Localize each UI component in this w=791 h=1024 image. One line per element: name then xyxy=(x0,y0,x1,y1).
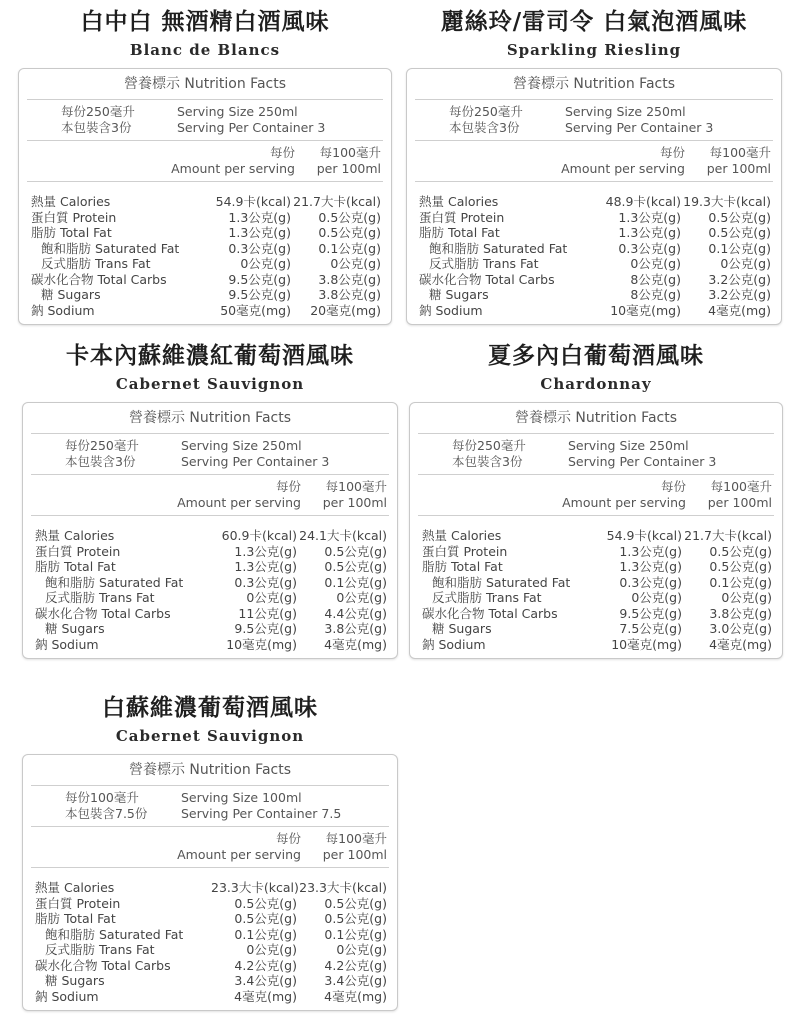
nutrition-facts-header: 營養標示 Nutrition Facts xyxy=(415,69,773,100)
column-headers xyxy=(27,141,383,182)
value-per-serving: 23.3大卡(kcal) xyxy=(211,880,299,895)
nutrient-table xyxy=(27,182,383,318)
per-serving-zh: 每份 xyxy=(659,145,685,160)
value-per-serving: 0公克(g) xyxy=(240,256,291,271)
value-per-serving: 0公克(g) xyxy=(630,256,681,271)
value-per-100ml: 0.1公克(g) xyxy=(324,926,387,942)
nutrient-row xyxy=(31,927,389,943)
nutrient-label: 蛋白質 Protein xyxy=(31,209,117,225)
nutrition-facts-header: 營養標示 Nutrition Facts xyxy=(31,403,389,434)
product-section-4 xyxy=(409,342,783,659)
per-serving-en: Amount per serving xyxy=(177,495,301,510)
value-per-serving: 8公克(g) xyxy=(630,287,681,302)
value-per-100ml: 0公克(g) xyxy=(336,942,387,957)
nutrient-label: 反式脂肪 Trans Fat xyxy=(429,256,539,271)
serving-size-en: Serving Size 250ml xyxy=(568,438,689,453)
serving-size-zh: 每份250毫升 xyxy=(452,438,526,453)
value-per-100ml: 19.3大卡(kcal) xyxy=(683,194,771,209)
serving-info-zh xyxy=(27,104,177,136)
serving-info-en xyxy=(565,104,713,136)
value-per-serving: 0.3公克(g) xyxy=(618,240,681,256)
column-header-per-100ml xyxy=(685,145,773,177)
per-serving-en: Amount per serving xyxy=(561,161,685,176)
value-per-100ml: 3.0公克(g) xyxy=(709,621,772,636)
serving-size-zh: 每份100毫升 xyxy=(65,790,139,805)
value-per-serving: 1.3公克(g) xyxy=(618,225,681,240)
nutrient-row xyxy=(31,590,389,606)
value-per-100ml: 4.4公克(g) xyxy=(324,605,387,621)
per-100ml-en: per 100ml xyxy=(706,161,771,176)
nutrient-label: 鈉 Sodium xyxy=(35,988,99,1004)
serving-size-zh: 每份250毫升 xyxy=(61,104,135,119)
nutrient-row xyxy=(415,210,773,226)
nutrient-label: 碳水化合物 Total Carbs xyxy=(35,957,171,973)
column-header-per-serving xyxy=(177,479,301,511)
nutrient-row xyxy=(418,559,774,575)
nutrient-label: 熱量 Calories xyxy=(35,528,115,543)
value-per-100ml: 3.2公克(g) xyxy=(708,271,771,287)
nutrient-row xyxy=(31,989,389,1005)
nutrient-label: 飽和脂肪 Saturated Fat xyxy=(41,240,180,256)
value-per-serving: 1.3公克(g) xyxy=(228,225,291,240)
nutrient-label: 熱量 Calories xyxy=(35,880,115,895)
servings-per-container-en: Serving Per Container 3 xyxy=(177,120,326,135)
column-headers xyxy=(415,141,773,182)
value-per-100ml: 0.5公克(g) xyxy=(318,209,381,225)
value-per-serving: 0公克(g) xyxy=(246,942,297,957)
product-section-1 xyxy=(18,8,392,325)
nutrient-label: 糖 Sugars xyxy=(45,621,105,636)
value-per-100ml: 0.5公克(g) xyxy=(709,543,772,559)
serving-info xyxy=(27,100,383,141)
nutrient-label: 脂肪 Total Fat xyxy=(419,225,500,240)
nutrient-label: 蛋白質 Protein xyxy=(35,543,121,559)
nutrient-table xyxy=(31,868,389,1004)
serving-info xyxy=(31,786,389,827)
nutrient-table xyxy=(415,182,773,318)
column-header-per-100ml xyxy=(301,479,389,511)
product-title-zh: 麗絲玲/雷司令 白氣泡酒風味 xyxy=(440,8,748,35)
value-per-100ml: 21.7大卡(kcal) xyxy=(293,194,381,209)
column-header-per-serving xyxy=(562,479,686,511)
value-per-serving: 0.3公克(g) xyxy=(228,240,291,256)
value-per-100ml: 0.5公克(g) xyxy=(709,559,772,574)
value-per-serving: 54.9卡(kcal) xyxy=(215,194,291,209)
nutrient-row xyxy=(415,303,773,319)
nutrient-row xyxy=(31,958,389,974)
value-per-100ml: 0.5公克(g) xyxy=(324,543,387,559)
product-section-2 xyxy=(406,8,782,325)
value-per-serving: 0.3公克(g) xyxy=(234,574,297,590)
serving-size-zh: 每份250毫升 xyxy=(65,438,139,453)
nutrient-row xyxy=(31,973,389,989)
value-per-serving: 9.5公克(g) xyxy=(228,271,291,287)
nutrient-row xyxy=(418,606,774,622)
product-section-5 xyxy=(22,694,398,1011)
value-per-serving: 7.5公克(g) xyxy=(619,621,682,636)
value-per-serving: 10毫克(mg) xyxy=(226,636,297,652)
value-per-100ml: 4毫克(mg) xyxy=(708,302,771,318)
value-per-serving: 8公克(g) xyxy=(630,271,681,287)
value-per-100ml: 0公克(g) xyxy=(336,590,387,605)
value-per-100ml: 0.5公克(g) xyxy=(708,209,771,225)
value-per-100ml: 0公克(g) xyxy=(720,256,771,271)
nutrient-label: 碳水化合物 Total Carbs xyxy=(419,271,555,287)
product-section-3 xyxy=(22,342,398,659)
value-per-serving: 50毫克(mg) xyxy=(220,302,291,318)
nutrient-row xyxy=(31,880,389,896)
value-per-100ml: 0.5公克(g) xyxy=(318,225,381,240)
servings-per-container-en: Serving Per Container 3 xyxy=(565,120,714,135)
value-per-100ml: 0公克(g) xyxy=(721,590,772,605)
serving-size-en: Serving Size 250ml xyxy=(181,438,302,453)
serving-info-en xyxy=(181,790,341,822)
nutrient-row xyxy=(31,559,389,575)
value-per-100ml: 24.1大卡(kcal) xyxy=(299,528,387,543)
product-title-zh: 白蘇維濃葡萄酒風味 xyxy=(102,694,318,721)
nutrient-label: 鈉 Sodium xyxy=(31,302,95,318)
value-per-serving: 10毫克(mg) xyxy=(611,636,682,652)
nutrient-label: 蛋白質 Protein xyxy=(419,209,505,225)
nutrient-row xyxy=(27,287,383,303)
product-title-en: Sparkling Riesling xyxy=(506,41,682,59)
value-per-serving: 1.3公克(g) xyxy=(619,559,682,574)
serving-info-zh xyxy=(415,104,565,136)
nutrient-label: 反式脂肪 Trans Fat xyxy=(432,590,542,605)
serving-info-en xyxy=(568,438,716,470)
nutrient-row xyxy=(415,256,773,272)
value-per-100ml: 0.5公克(g) xyxy=(708,225,771,240)
nutrient-row xyxy=(31,637,389,653)
column-header-per-100ml xyxy=(686,479,774,511)
nutrient-label: 脂肪 Total Fat xyxy=(35,911,116,926)
nutrition-facts-header: 營養標示 Nutrition Facts xyxy=(27,69,383,100)
servings-per-container-zh: 本包裝含3份 xyxy=(65,454,136,469)
value-per-100ml: 0.1公克(g) xyxy=(709,574,772,590)
column-headers xyxy=(31,827,389,868)
nutrient-label: 蛋白質 Protein xyxy=(35,895,121,911)
value-per-serving: 3.4公克(g) xyxy=(234,973,297,988)
servings-per-container-en: Serving Per Container 3 xyxy=(181,454,330,469)
nutrient-row xyxy=(27,241,383,257)
nutrition-facts-card xyxy=(22,754,398,1011)
nutrition-facts-card xyxy=(406,68,782,325)
value-per-100ml: 23.3大卡(kcal) xyxy=(299,880,387,895)
nutrition-facts-card xyxy=(18,68,392,325)
nutrient-label: 糖 Sugars xyxy=(45,973,105,988)
value-per-serving: 4毫克(mg) xyxy=(234,988,297,1004)
nutrient-table xyxy=(31,516,389,652)
value-per-serving: 11公克(g) xyxy=(238,605,297,621)
per-100ml-en: per 100ml xyxy=(322,495,387,510)
nutrient-label: 脂肪 Total Fat xyxy=(31,225,112,240)
servings-per-container-zh: 本包裝含7.5份 xyxy=(65,806,148,821)
value-per-100ml: 21.7大卡(kcal) xyxy=(684,528,772,543)
per-100ml-zh: 每100毫升 xyxy=(325,479,387,494)
value-per-serving: 1.3公克(g) xyxy=(228,209,291,225)
nutrient-row xyxy=(27,210,383,226)
nutrient-label: 糖 Sugars xyxy=(429,287,489,302)
value-per-100ml: 0.5公克(g) xyxy=(324,895,387,911)
serving-info-zh xyxy=(31,438,181,470)
per-serving-en: Amount per serving xyxy=(171,161,295,176)
value-per-100ml: 3.4公克(g) xyxy=(324,973,387,988)
value-per-100ml: 4毫克(mg) xyxy=(709,636,772,652)
servings-per-container-zh: 本包裝含3份 xyxy=(449,120,520,135)
serving-size-zh: 每份250毫升 xyxy=(449,104,523,119)
per-100ml-zh: 每100毫升 xyxy=(325,831,387,846)
value-per-serving: 0公克(g) xyxy=(246,590,297,605)
serving-info-zh xyxy=(418,438,568,470)
servings-per-container-zh: 本包裝含3份 xyxy=(452,454,523,469)
per-100ml-zh: 每100毫升 xyxy=(710,479,772,494)
nutrient-row xyxy=(31,911,389,927)
per-100ml-en: per 100ml xyxy=(316,161,381,176)
value-per-100ml: 0.1公克(g) xyxy=(318,240,381,256)
value-per-serving: 9.5公克(g) xyxy=(228,287,291,302)
servings-per-container-en: Serving Per Container 3 xyxy=(568,454,717,469)
value-per-100ml: 0.1公克(g) xyxy=(324,574,387,590)
nutrient-row xyxy=(418,621,774,637)
product-title-en: Cabernet Sauvignon xyxy=(115,375,305,393)
value-per-serving: 10毫克(mg) xyxy=(610,302,681,318)
nutrient-row xyxy=(31,528,389,544)
per-serving-zh: 每份 xyxy=(269,145,295,160)
per-100ml-zh: 每100毫升 xyxy=(709,145,771,160)
servings-per-container-zh: 本包裝含3份 xyxy=(61,120,132,135)
per-serving-en: Amount per serving xyxy=(177,847,301,862)
nutrient-label: 飽和脂肪 Saturated Fat xyxy=(45,574,184,590)
serving-size-en: Serving Size 100ml xyxy=(181,790,302,805)
nutrient-row xyxy=(418,575,774,591)
nutrient-table xyxy=(418,516,774,652)
nutrient-label: 反式脂肪 Trans Fat xyxy=(45,942,155,957)
nutrient-label: 糖 Sugars xyxy=(432,621,492,636)
serving-size-en: Serving Size 250ml xyxy=(177,104,298,119)
value-per-serving: 9.5公克(g) xyxy=(619,605,682,621)
value-per-serving: 1.3公克(g) xyxy=(619,543,682,559)
serving-info xyxy=(418,434,774,475)
serving-info xyxy=(31,434,389,475)
nutrient-label: 脂肪 Total Fat xyxy=(422,559,503,574)
servings-per-container-en: Serving Per Container 7.5 xyxy=(181,806,342,821)
nutrient-label: 鈉 Sodium xyxy=(419,302,483,318)
nutrient-label: 飽和脂肪 Saturated Fat xyxy=(429,240,568,256)
per-100ml-zh: 每100毫升 xyxy=(319,145,381,160)
product-title-en: Blanc de Blancs xyxy=(129,41,281,59)
nutrient-row xyxy=(27,225,383,241)
nutrient-label: 熱量 Calories xyxy=(422,528,502,543)
column-header-per-100ml xyxy=(295,145,383,177)
per-serving-zh: 每份 xyxy=(275,479,301,494)
value-per-100ml: 3.2公克(g) xyxy=(708,287,771,302)
nutrient-row xyxy=(415,241,773,257)
value-per-serving: 0.5公克(g) xyxy=(234,895,297,911)
nutrient-row xyxy=(27,256,383,272)
serving-size-en: Serving Size 250ml xyxy=(565,104,686,119)
value-per-100ml: 0公克(g) xyxy=(330,256,381,271)
value-per-100ml: 3.8公克(g) xyxy=(324,621,387,636)
nutrient-label: 反式脂肪 Trans Fat xyxy=(45,590,155,605)
per-serving-en: Amount per serving xyxy=(562,495,686,510)
value-per-100ml: 0.5公克(g) xyxy=(324,911,387,926)
value-per-serving: 48.9卡(kcal) xyxy=(605,194,681,209)
nutrient-row xyxy=(31,942,389,958)
value-per-serving: 4.2公克(g) xyxy=(234,957,297,973)
value-per-serving: 0.1公克(g) xyxy=(234,926,297,942)
nutrition-facts-card xyxy=(409,402,783,659)
value-per-serving: 54.9卡(kcal) xyxy=(606,528,682,543)
product-title-en: Cabernet Sauvignon xyxy=(115,727,305,745)
nutrient-row xyxy=(418,637,774,653)
product-title-zh: 卡本內蘇維濃紅葡萄酒風味 xyxy=(66,342,354,369)
nutrient-row xyxy=(27,272,383,288)
value-per-serving: 0.5公克(g) xyxy=(234,911,297,926)
nutrient-label: 鈉 Sodium xyxy=(35,636,99,652)
nutrient-row xyxy=(415,225,773,241)
nutrition-facts-header: 營養標示 Nutrition Facts xyxy=(418,403,774,434)
nutrition-facts-header: 營養標示 Nutrition Facts xyxy=(31,755,389,786)
product-title-zh: 白中白 無酒精白酒風味 xyxy=(80,8,330,35)
nutrient-row xyxy=(31,621,389,637)
value-per-100ml: 4.2公克(g) xyxy=(324,957,387,973)
nutrient-row xyxy=(415,272,773,288)
value-per-100ml: 4毫克(mg) xyxy=(324,988,387,1004)
value-per-serving: 1.3公克(g) xyxy=(234,559,297,574)
serving-info-zh xyxy=(31,790,181,822)
per-100ml-en: per 100ml xyxy=(322,847,387,862)
column-header-per-serving xyxy=(177,831,301,863)
product-title-zh: 夏多內白葡萄酒風味 xyxy=(488,342,704,369)
nutrient-row xyxy=(31,606,389,622)
nutrient-row xyxy=(415,287,773,303)
nutrient-label: 飽和脂肪 Saturated Fat xyxy=(432,574,571,590)
nutrition-facts-card xyxy=(22,402,398,659)
nutrient-row xyxy=(31,896,389,912)
value-per-100ml: 4毫克(mg) xyxy=(324,636,387,652)
nutrient-row xyxy=(418,544,774,560)
nutrient-label: 熱量 Calories xyxy=(419,194,499,209)
value-per-100ml: 3.8公克(g) xyxy=(318,271,381,287)
nutrient-row xyxy=(31,575,389,591)
column-header-per-serving xyxy=(561,145,685,177)
nutrient-row xyxy=(415,194,773,210)
nutrient-row xyxy=(418,528,774,544)
value-per-serving: 1.3公克(g) xyxy=(234,543,297,559)
nutrient-label: 糖 Sugars xyxy=(41,287,101,302)
nutrient-label: 碳水化合物 Total Carbs xyxy=(35,605,171,621)
nutrient-row xyxy=(27,194,383,210)
nutrient-row xyxy=(27,303,383,319)
per-100ml-en: per 100ml xyxy=(707,495,772,510)
column-headers xyxy=(31,475,389,516)
nutrient-label: 碳水化合物 Total Carbs xyxy=(31,271,167,287)
nutrient-label: 碳水化合物 Total Carbs xyxy=(422,605,558,621)
value-per-100ml: 3.8公克(g) xyxy=(318,287,381,302)
value-per-serving: 60.9卡(kcal) xyxy=(221,528,297,543)
value-per-100ml: 0.1公克(g) xyxy=(708,240,771,256)
value-per-100ml: 3.8公克(g) xyxy=(709,605,772,621)
value-per-serving: 0.3公克(g) xyxy=(619,574,682,590)
nutrient-row xyxy=(418,590,774,606)
column-header-per-100ml xyxy=(301,831,389,863)
nutrient-label: 飽和脂肪 Saturated Fat xyxy=(45,926,184,942)
nutrient-label: 反式脂肪 Trans Fat xyxy=(41,256,151,271)
per-serving-zh: 每份 xyxy=(660,479,686,494)
column-header-per-serving xyxy=(171,145,295,177)
nutrient-label: 蛋白質 Protein xyxy=(422,543,508,559)
value-per-serving: 0公克(g) xyxy=(631,590,682,605)
value-per-serving: 1.3公克(g) xyxy=(618,209,681,225)
value-per-serving: 9.5公克(g) xyxy=(234,621,297,636)
serving-info-en xyxy=(181,438,329,470)
per-serving-zh: 每份 xyxy=(275,831,301,846)
nutrient-label: 熱量 Calories xyxy=(31,194,111,209)
serving-info xyxy=(415,100,773,141)
nutrient-row xyxy=(31,544,389,560)
nutrient-label: 脂肪 Total Fat xyxy=(35,559,116,574)
product-title-en: Chardonnay xyxy=(540,375,652,393)
serving-info-en xyxy=(177,104,325,136)
value-per-100ml: 20毫克(mg) xyxy=(310,302,381,318)
column-headers xyxy=(418,475,774,516)
value-per-100ml: 0.5公克(g) xyxy=(324,559,387,574)
nutrient-label: 鈉 Sodium xyxy=(422,636,486,652)
